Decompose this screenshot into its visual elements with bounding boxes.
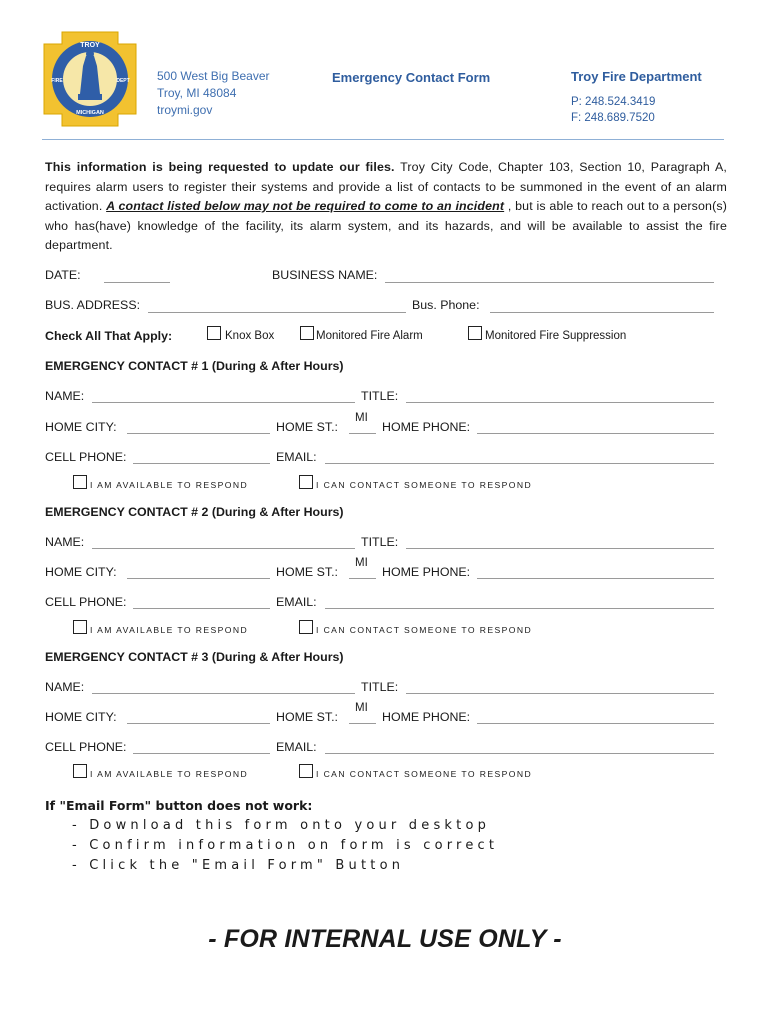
knox-box-label: Knox Box [225,330,275,342]
contact-1-email-field[interactable] [325,463,714,464]
business-address-label: BUS. ADDRESS: [45,298,141,312]
contact-2-home-st-field[interactable] [349,578,376,579]
monitored-fire-suppression-label: Monitored Fire Suppression [485,330,627,342]
contact-1-home-city-label: HOME CITY: [45,420,117,434]
contact-1-available-label: I AM AVAILABLE TO RESPOND [90,480,249,490]
knox-box-checkbox[interactable] [207,326,221,340]
logo-text-michigan: MICHIGAN [76,110,104,116]
intro-text-1: Troy City Code, Chapter 103, Section 10, Paragraph A, requires alarm users to register their systems and provide a list of contacts to be summoned in the event of an alarm activation. [45,160,727,213]
contact-2-cell-label: CELL PHONE: [45,595,127,609]
contact-1-can-contact-label: I CAN CONTACT SOMEONE TO RESPOND [316,480,533,490]
contact-2-email-field[interactable] [325,608,714,609]
contact-2-name-label: NAME: [45,535,85,549]
contact-3-home-phone-label: HOME PHONE: [382,710,471,724]
contact-2-heading: EMERGENCY CONTACT # 2 (During & After Hours) [45,505,344,519]
contact-2-can-contact-checkbox[interactable] [299,620,313,634]
contact-3-can-contact-checkbox[interactable] [299,764,313,778]
contact-1-cell-field[interactable] [133,463,270,464]
monitored-fire-alarm-label: Monitored Fire Alarm [316,330,423,342]
contact-1-can-contact-checkbox[interactable] [299,475,313,489]
business-address-field[interactable] [148,312,406,313]
contact-3-cell-field[interactable] [133,753,270,754]
contact-3-can-contact-label: I CAN CONTACT SOMEONE TO RESPOND [316,769,533,779]
contact-1-home-st-label: HOME ST.: [276,420,338,434]
contact-2-home-st-label: HOME ST.: [276,565,338,579]
intro-paragraph [45,158,727,256]
date-label: DATE: [45,268,81,282]
contact-3-home-st-field[interactable] [349,723,376,724]
form-title: Emergency Contact Form [332,70,491,85]
contact-2-home-city-label: HOME CITY: [45,565,117,579]
address-line-website: troymi.gov [157,103,213,117]
department-contacts [571,94,655,126]
contact-1-name-field[interactable] [92,402,355,403]
instruction-step-3: - Click the "Email Form" Button [72,858,405,873]
contact-2-cell-field[interactable] [133,608,270,609]
address-line-street: 500 West Big Beaver [157,69,270,83]
monitored-fire-alarm-checkbox[interactable] [300,326,314,340]
contact-3-home-city-field[interactable] [127,723,270,724]
contact-1-title-label: TITLE: [361,389,399,403]
contact-2-available-label: I AM AVAILABLE TO RESPOND [90,625,249,635]
contact-1-cell-label: CELL PHONE: [45,450,127,464]
contact-2-home-phone-field[interactable] [477,578,714,579]
contact-3-available-checkbox[interactable] [73,764,87,778]
contact-2-home-phone-label: HOME PHONE: [382,565,471,579]
department-phone: P: 248.524.3419 [571,96,656,108]
monitored-fire-suppression-checkbox[interactable] [468,326,482,340]
contact-3-title-label: TITLE: [361,680,399,694]
contact-1-home-phone-label: HOME PHONE: [382,420,471,434]
contact-3-name-field[interactable] [92,693,355,694]
instruction-step-2: - Confirm information on form is correct [72,838,499,853]
contact-2-title-field[interactable] [406,548,714,549]
contact-1-available-checkbox[interactable] [73,475,87,489]
contact-3-email-field[interactable] [325,753,714,754]
contact-2-home-city-field[interactable] [127,578,270,579]
contact-2-title-label: TITLE: [361,535,399,549]
contact-2-home-st-value[interactable]: MI [355,557,368,569]
contact-3-home-st-label: HOME ST.: [276,710,338,724]
contact-2-name-field[interactable] [92,548,355,549]
business-phone-label: Bus. Phone: [412,298,480,312]
logo-text-fire: FIRE [51,78,63,84]
department-name: Troy Fire Department [571,69,702,84]
header-divider [42,139,724,140]
contact-3-home-city-label: HOME CITY: [45,710,117,724]
logo-text-dept: DEPT [116,78,130,84]
instruction-step-1: - Download this form onto your desktop [72,818,491,833]
contact-1-name-label: NAME: [45,389,85,403]
contact-1-home-st-value[interactable]: MI [355,412,368,424]
contact-1-email-label: EMAIL: [276,450,317,464]
contact-2-available-checkbox[interactable] [73,620,87,634]
contact-3-available-label: I AM AVAILABLE TO RESPOND [90,769,249,779]
contact-2-can-contact-label: I CAN CONTACT SOMEONE TO RESPOND [316,625,533,635]
contact-3-home-st-value[interactable]: MI [355,702,368,714]
troy-fire-dept-logo [42,30,138,128]
check-all-label: Check All That Apply: [45,329,173,343]
address-line-city: Troy, MI 48084 [157,86,237,100]
internal-use-banner: - FOR INTERNAL USE ONLY - [208,925,562,953]
contact-3-name-label: NAME: [45,680,85,694]
contact-1-heading: EMERGENCY CONTACT # 1 (During & After Hours) [45,359,344,373]
business-name-field[interactable] [385,282,714,283]
contact-3-title-field[interactable] [406,693,714,694]
logo-text-troy: TROY [80,42,100,49]
business-phone-field[interactable] [490,312,714,313]
contact-3-email-label: EMAIL: [276,740,317,754]
contact-3-home-phone-field[interactable] [477,723,714,724]
department-fax: F: 248.689.7520 [571,112,655,124]
intro-bold-lead: This information is being requested to update our files. [45,160,395,174]
contact-1-home-phone-field[interactable] [477,433,714,434]
contact-1-title-field[interactable] [406,402,714,403]
contact-3-heading: EMERGENCY CONTACT # 3 (During & After Hours) [45,650,344,664]
intro-emphasis: A contact listed below may not be required to come to an incident [106,199,505,213]
date-field[interactable] [104,282,170,283]
city-address [157,68,270,119]
intro-text-2: , but is able to reach out to a person(s) who has(have) knowledge of the facility, its alarm system, and its hazards, and will be available to assist the fire department. [45,199,727,252]
contact-1-home-city-field[interactable] [127,433,270,434]
contact-2-email-label: EMAIL: [276,595,317,609]
contact-3-cell-label: CELL PHONE: [45,740,127,754]
contact-1-home-st-field[interactable] [349,433,376,434]
email-instructions-heading: If "Email Form" button does not work: [45,798,313,813]
business-name-label: BUSINESS NAME: [272,268,378,282]
